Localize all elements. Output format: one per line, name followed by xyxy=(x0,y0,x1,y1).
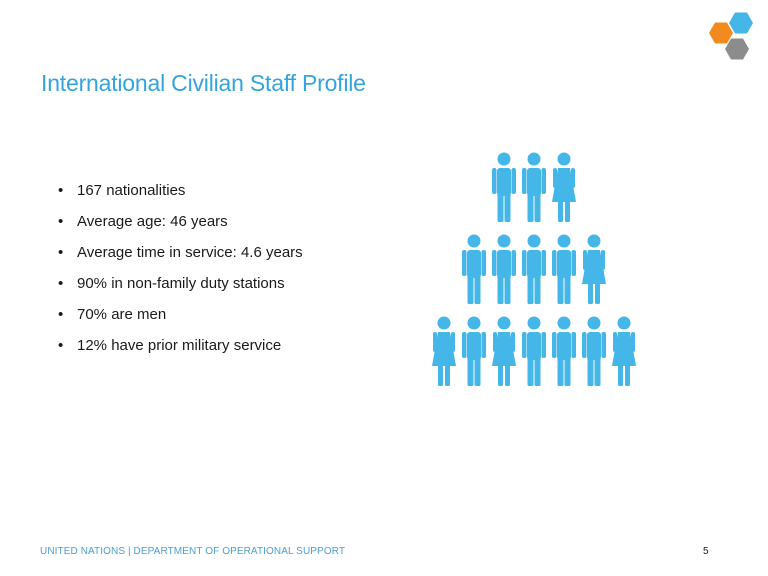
man-figure-icon xyxy=(522,235,546,305)
bullet-text: 12% have prior military service xyxy=(77,337,282,354)
bullet-item xyxy=(58,240,303,271)
blue-hexagon xyxy=(729,13,753,34)
man-figure-icon xyxy=(522,317,546,387)
woman-figure-icon xyxy=(612,317,636,387)
bullet-text: 70% are men xyxy=(77,306,167,323)
bullet-text: 90% in non-family duty stations xyxy=(77,275,285,292)
man-figure-icon xyxy=(582,317,606,387)
man-figure-icon xyxy=(492,153,516,223)
gray-hexagon xyxy=(725,39,749,60)
bullet-dot: • xyxy=(58,337,64,354)
woman-figure-icon xyxy=(552,153,576,223)
bullet-item xyxy=(58,178,303,209)
woman-figure-icon xyxy=(432,317,456,387)
slide-title: International Civilian Staff Profile xyxy=(41,70,366,96)
woman-figure-icon xyxy=(582,235,606,305)
bullet-dot: • xyxy=(58,306,64,323)
hexagon-logo-icon xyxy=(707,12,757,62)
bullet-item xyxy=(58,333,303,364)
bullet-text: 167 nationalities xyxy=(77,182,186,199)
bullet-text: Average time in service: 4.6 years xyxy=(77,244,303,261)
bullet-dot: • xyxy=(58,213,64,230)
woman-figure-icon xyxy=(492,317,516,387)
man-figure-icon xyxy=(462,317,486,387)
page-number: 5 xyxy=(703,546,709,557)
bullet-item xyxy=(58,209,303,240)
bullet-dot: • xyxy=(58,244,64,261)
bullet-text: Average age: 46 years xyxy=(77,213,228,230)
man-figure-icon xyxy=(462,235,486,305)
footer-text: UNITED NATIONS | DEPARTMENT OF OPERATIONAL SUPPORT xyxy=(40,546,346,557)
bullet-item xyxy=(58,302,303,333)
bullet-item xyxy=(58,271,303,302)
man-figure-icon xyxy=(552,317,576,387)
man-figure-icon xyxy=(552,235,576,305)
people-pyramid-graphic xyxy=(418,150,650,390)
man-figure-icon xyxy=(522,153,546,223)
bullet-list xyxy=(58,178,303,364)
orange-hexagon xyxy=(709,23,733,44)
bullet-dot: • xyxy=(58,182,64,199)
bullet-dot: • xyxy=(58,275,64,292)
man-figure-icon xyxy=(492,235,516,305)
